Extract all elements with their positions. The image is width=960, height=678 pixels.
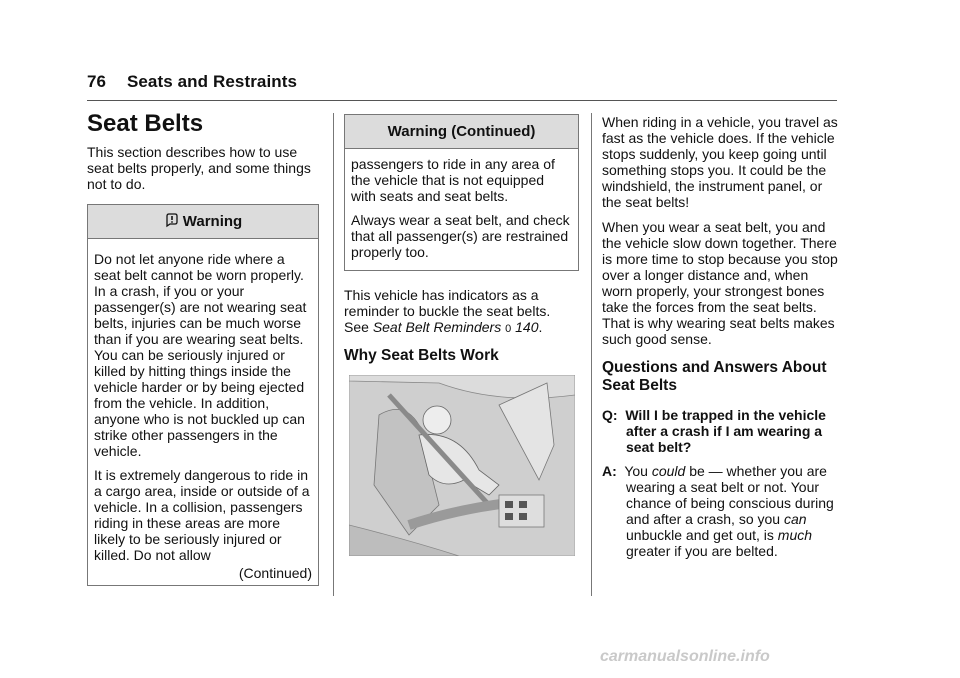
page-ref-arrow: 0 (505, 323, 512, 335)
col3-paragraph-1: When riding in a vehicle, you travel as fast as the vehicle does. If the vehicle stops suddenly, you keep going until something stops you. It could be the windshield, the instrument panel, or the seat belts! (602, 114, 838, 210)
warning-paragraph-2: It is extremely dangerous to ride in a cargo area, inside or outside of a vehicle. In a collision, passengers riding in these areas are more likely to be seriously injured or killed. Do not allow (94, 467, 310, 563)
warning-icon (164, 212, 180, 228)
column-3 (602, 114, 840, 559)
warning-continued-heading: Warning (Continued) (345, 115, 578, 149)
answer-can: can (783, 511, 807, 527)
warning-continued-paragraph-1: passengers to ride in any area of the vehicle that is not equipped with seats and seat belts. (351, 156, 555, 204)
page-title: Seat Belts (87, 110, 204, 137)
warning-paragraph-1: Do not let anyone ride where a seat belt cannot be worn properly. In a crash, if you or your passenger(s) are not wearing seat belts, injuries can be much worse than if you are wearing seat belts. You can be seriously injured or killed by hitting things inside the vehicle harder or by being ejected from the vehicle. In addition, anyone who is not buckled up can strike other passengers in the vehicle. (94, 251, 307, 459)
indicators-paragraph: This vehicle has indicators as a reminder to buckle the seat belts. See Seat Belt Reminders 0 140. (344, 287, 551, 335)
answer (602, 463, 840, 559)
column-1 (87, 110, 319, 586)
column-divider-1 (333, 113, 334, 596)
page-ref-number[interactable]: 140 (515, 319, 539, 335)
warning-box (87, 204, 319, 586)
intro-paragraph: This section describes how to use seat belts properly, and some things not to do. (87, 144, 311, 192)
seat-belt-reminders-link[interactable]: Seat Belt Reminders (372, 319, 502, 335)
warning-continued-box (344, 114, 579, 271)
answer-text-3: greater if you are belted. (626, 543, 778, 559)
answer-much: much (777, 527, 813, 543)
page-header (87, 72, 297, 92)
answer-label: A: (602, 463, 617, 479)
answer-could: could (651, 463, 686, 479)
answer-you: You (624, 463, 648, 479)
warning-heading-label: Warning (182, 213, 243, 230)
column-divider-2 (591, 113, 592, 596)
continued-label: (Continued) (238, 565, 312, 581)
header-rule (87, 100, 837, 101)
crash-dummy-illustration (349, 375, 575, 556)
question-label: Q: (602, 407, 618, 423)
watermark: carmanualsonline.info (600, 648, 770, 665)
question-text: Will I be trapped in the vehicle after a crash if I am wearing a seat belt? (625, 407, 826, 455)
questions-answers-heading: Questions and Answers About Seat Belts (602, 359, 827, 394)
answer-text-2: unbuckle and get out, is (626, 527, 774, 543)
warning-continued-paragraph-2: Always wear a seat belt, and check that all passenger(s) are restrained properly too. (351, 212, 570, 260)
col3-paragraph-2: When you wear a seat belt, you and the vehicle slow down together. There is more time to stop because you stop over a longer distance and, when worn properly, your strongest bones take the forces from the seat belts. That is why wearing seat belts makes such good sense. (602, 219, 838, 347)
warning-heading (88, 205, 318, 239)
why-seat-belts-work-heading: Why Seat Belts Work (344, 347, 499, 364)
page-number: 76 (87, 72, 107, 91)
section-title: Seats and Restraints (126, 72, 298, 91)
indicators-text: This vehicle has indicators as a reminder to buckle the seat belts. See (344, 287, 551, 335)
column-2 (344, 114, 579, 377)
question (602, 407, 840, 455)
answer-text-1: be — whether you are wearing a seat belt or not. Your chance of being conscious during and after a crash, so you (626, 463, 834, 527)
